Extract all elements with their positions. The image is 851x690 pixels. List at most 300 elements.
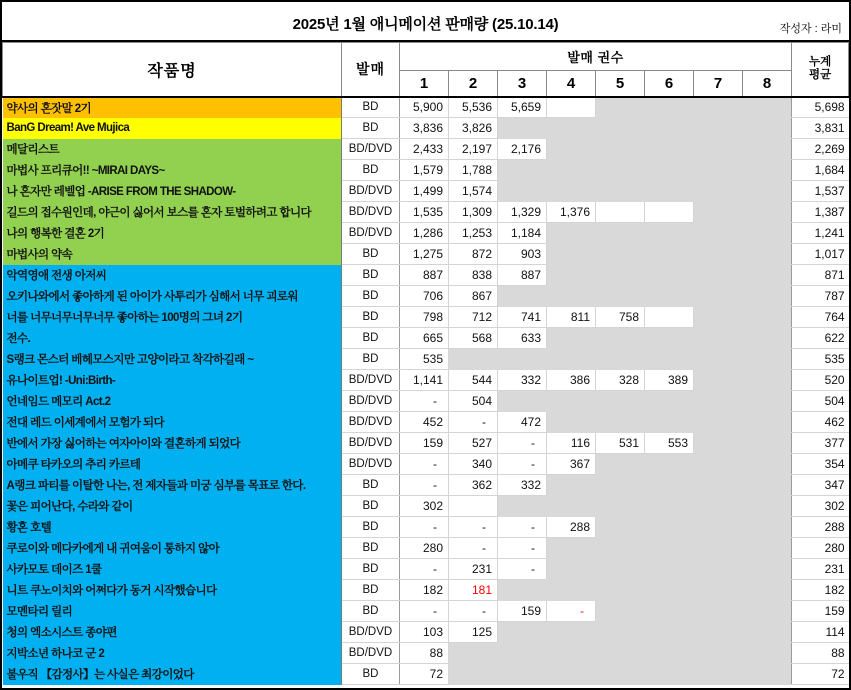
cell-volume-1[interactable]: 798	[400, 307, 449, 328]
cell-volume-5[interactable]	[596, 496, 645, 517]
cell-volume-1[interactable]: 887	[400, 265, 449, 286]
cell-cumulative-average[interactable]: 354	[792, 454, 849, 475]
cell-release-format[interactable]: BD	[342, 580, 400, 601]
cell-volume-2[interactable]	[449, 496, 498, 517]
cell-volume-3[interactable]	[498, 286, 547, 307]
cell-volume-2[interactable]: 712	[449, 307, 498, 328]
cell-volume-2[interactable]: 3,826	[449, 118, 498, 139]
cell-volume-8[interactable]	[743, 97, 792, 118]
cell-volume-6[interactable]	[645, 139, 694, 160]
cell-volume-1[interactable]: -	[400, 601, 449, 622]
cell-title[interactable]: 나 혼자만 레벨업 -ARISE FROM THE SHADOW-	[3, 181, 342, 202]
cell-cumulative-average[interactable]: 1,241	[792, 223, 849, 244]
cell-volume-1[interactable]: 1,275	[400, 244, 449, 265]
cell-volume-4[interactable]	[547, 538, 596, 559]
cell-volume-7[interactable]	[694, 538, 743, 559]
cell-volume-4[interactable]	[547, 223, 596, 244]
cell-title[interactable]: 메달리스트	[3, 139, 342, 160]
cell-cumulative-average[interactable]: 622	[792, 328, 849, 349]
cell-volume-8[interactable]	[743, 181, 792, 202]
cell-volume-4[interactable]	[547, 622, 596, 643]
cell-volume-6[interactable]	[645, 160, 694, 181]
cell-volume-4[interactable]	[547, 643, 596, 664]
cell-release-format[interactable]: BD	[342, 475, 400, 496]
volume-header-6[interactable]: 6	[645, 71, 694, 97]
cell-volume-7[interactable]	[694, 223, 743, 244]
column-header-volumes[interactable]: 발매 권수	[400, 43, 792, 71]
cell-volume-2[interactable]: -	[449, 412, 498, 433]
cell-volume-7[interactable]	[694, 454, 743, 475]
cell-title[interactable]: 마법사의 약속	[3, 244, 342, 265]
cell-volume-6[interactable]	[645, 538, 694, 559]
cell-volume-6[interactable]	[645, 202, 694, 223]
volume-header-2[interactable]: 2	[449, 71, 498, 97]
cell-title[interactable]: 쿠로이와 메다카에게 내 귀여움이 통하지 않아	[3, 538, 342, 559]
cell-volume-4[interactable]	[547, 118, 596, 139]
cell-volume-3[interactable]	[498, 643, 547, 664]
cell-volume-5[interactable]	[596, 139, 645, 160]
cell-volume-3[interactable]: 332	[498, 475, 547, 496]
cell-volume-7[interactable]	[694, 160, 743, 181]
cell-volume-7[interactable]	[694, 118, 743, 139]
cell-title[interactable]: 너를 너무너무너무너무 좋아하는 100명의 그녀 2기	[3, 307, 342, 328]
cell-volume-2[interactable]: 1,309	[449, 202, 498, 223]
volume-header-8[interactable]: 8	[743, 71, 792, 97]
cell-volume-7[interactable]	[694, 664, 743, 685]
cell-volume-3[interactable]: 5,659	[498, 97, 547, 118]
cell-volume-3[interactable]: -	[498, 517, 547, 538]
cell-volume-6[interactable]	[645, 307, 694, 328]
cell-cumulative-average[interactable]: 182	[792, 580, 849, 601]
cell-volume-1[interactable]: 1,535	[400, 202, 449, 223]
cell-volume-2[interactable]: 867	[449, 286, 498, 307]
cell-volume-1[interactable]: 665	[400, 328, 449, 349]
cell-volume-4[interactable]	[547, 265, 596, 286]
cell-volume-5[interactable]	[596, 97, 645, 118]
cell-volume-1[interactable]: 535	[400, 349, 449, 370]
cell-release-format[interactable]: BD/DVD	[342, 433, 400, 454]
cell-release-format[interactable]: BD	[342, 118, 400, 139]
cell-volume-6[interactable]	[645, 328, 694, 349]
author-label[interactable]: 작성자 : 라미	[779, 23, 842, 35]
cell-volume-6[interactable]	[645, 496, 694, 517]
cell-volume-7[interactable]	[694, 139, 743, 160]
cell-volume-5[interactable]: 328	[596, 370, 645, 391]
cell-volume-3[interactable]: 887	[498, 265, 547, 286]
cell-volume-6[interactable]	[645, 97, 694, 118]
cell-volume-2[interactable]: 544	[449, 370, 498, 391]
cell-cumulative-average[interactable]: 787	[792, 286, 849, 307]
cell-title[interactable]: 언네임드 메모리 Act.2	[3, 391, 342, 412]
cell-volume-7[interactable]	[694, 181, 743, 202]
cell-volume-2[interactable]: 504	[449, 391, 498, 412]
cell-volume-3[interactable]	[498, 391, 547, 412]
cell-volume-6[interactable]	[645, 559, 694, 580]
cell-volume-4[interactable]	[547, 496, 596, 517]
column-header-release[interactable]: 발매	[342, 43, 400, 97]
cell-volume-2[interactable]: 838	[449, 265, 498, 286]
cell-release-format[interactable]: BD	[342, 265, 400, 286]
cell-volume-3[interactable]: 633	[498, 328, 547, 349]
cell-volume-4[interactable]	[547, 412, 596, 433]
cell-volume-1[interactable]: 280	[400, 538, 449, 559]
cell-volume-7[interactable]	[694, 517, 743, 538]
cell-release-format[interactable]: BD/DVD	[342, 223, 400, 244]
cell-volume-1[interactable]: 159	[400, 433, 449, 454]
cell-volume-2[interactable]: -	[449, 517, 498, 538]
cell-volume-2[interactable]: 1,574	[449, 181, 498, 202]
cell-volume-5[interactable]	[596, 643, 645, 664]
cell-volume-3[interactable]: 741	[498, 307, 547, 328]
cell-volume-1[interactable]: 1,286	[400, 223, 449, 244]
cell-volume-3[interactable]: -	[498, 538, 547, 559]
cell-volume-3[interactable]: -	[498, 454, 547, 475]
cell-volume-1[interactable]: 706	[400, 286, 449, 307]
cell-volume-1[interactable]: 3,836	[400, 118, 449, 139]
cell-release-format[interactable]: BD/DVD	[342, 412, 400, 433]
cell-title[interactable]: 악역영애 전생 아저씨	[3, 265, 342, 286]
cell-cumulative-average[interactable]: 231	[792, 559, 849, 580]
cell-cumulative-average[interactable]: 462	[792, 412, 849, 433]
cell-volume-8[interactable]	[743, 202, 792, 223]
cell-volume-3[interactable]	[498, 118, 547, 139]
cell-cumulative-average[interactable]: 871	[792, 265, 849, 286]
cell-volume-2[interactable]: 872	[449, 244, 498, 265]
cell-volume-7[interactable]	[694, 265, 743, 286]
cell-volume-7[interactable]	[694, 244, 743, 265]
cell-release-format[interactable]: BD	[342, 664, 400, 685]
cell-volume-6[interactable]: 553	[645, 433, 694, 454]
cell-volume-8[interactable]	[743, 286, 792, 307]
cell-volume-5[interactable]: 758	[596, 307, 645, 328]
cell-volume-8[interactable]	[743, 580, 792, 601]
cell-volume-1[interactable]: -	[400, 454, 449, 475]
cell-volume-4[interactable]	[547, 328, 596, 349]
cell-volume-8[interactable]	[743, 643, 792, 664]
cell-volume-8[interactable]	[743, 160, 792, 181]
cell-volume-8[interactable]	[743, 517, 792, 538]
cell-volume-4[interactable]	[547, 181, 596, 202]
cell-volume-3[interactable]	[498, 181, 547, 202]
cell-cumulative-average[interactable]: 114	[792, 622, 849, 643]
cell-volume-5[interactable]	[596, 475, 645, 496]
cell-volume-2[interactable]: 125	[449, 622, 498, 643]
cell-release-format[interactable]: BD/DVD	[342, 202, 400, 223]
cell-title[interactable]: 약사의 혼잣말 2기	[3, 97, 342, 118]
cell-title[interactable]: 꽃은 피어난다, 수라와 같이	[3, 496, 342, 517]
volume-header-5[interactable]: 5	[596, 71, 645, 97]
cell-cumulative-average[interactable]: 88	[792, 643, 849, 664]
cell-title[interactable]: 청의 엑소시스트 종야편	[3, 622, 342, 643]
cell-title[interactable]: 반에서 가장 싫어하는 여자아이와 결혼하게 되었다	[3, 433, 342, 454]
cell-volume-7[interactable]	[694, 307, 743, 328]
cell-volume-6[interactable]	[645, 349, 694, 370]
cell-volume-5[interactable]	[596, 664, 645, 685]
cell-volume-5[interactable]	[596, 517, 645, 538]
cell-cumulative-average[interactable]: 3,831	[792, 118, 849, 139]
cell-volume-7[interactable]	[694, 622, 743, 643]
cell-volume-3[interactable]	[498, 580, 547, 601]
cell-volume-5[interactable]	[596, 244, 645, 265]
cell-volume-3[interactable]: 332	[498, 370, 547, 391]
cell-volume-5[interactable]	[596, 349, 645, 370]
cell-volume-4[interactable]	[547, 559, 596, 580]
cell-volume-5[interactable]	[596, 601, 645, 622]
cell-volume-4[interactable]	[547, 391, 596, 412]
cell-title[interactable]: 지박소년 하나코 군 2	[3, 643, 342, 664]
cell-volume-2[interactable]: 340	[449, 454, 498, 475]
cell-volume-6[interactable]	[645, 391, 694, 412]
cell-volume-5[interactable]	[596, 160, 645, 181]
cell-title[interactable]: 모멘타리 릴리	[3, 601, 342, 622]
cell-volume-8[interactable]	[743, 307, 792, 328]
cell-volume-6[interactable]	[645, 643, 694, 664]
cell-volume-5[interactable]	[596, 412, 645, 433]
cell-release-format[interactable]: BD	[342, 160, 400, 181]
cell-volume-7[interactable]	[694, 559, 743, 580]
cell-volume-3[interactable]	[498, 160, 547, 181]
cell-volume-3[interactable]: 1,329	[498, 202, 547, 223]
cell-volume-4[interactable]	[547, 664, 596, 685]
cell-volume-3[interactable]	[498, 496, 547, 517]
cell-volume-2[interactable]: 527	[449, 433, 498, 454]
cell-volume-6[interactable]	[645, 181, 694, 202]
cell-cumulative-average[interactable]: 288	[792, 517, 849, 538]
cell-volume-1[interactable]: 1,579	[400, 160, 449, 181]
cell-volume-5[interactable]	[596, 391, 645, 412]
cell-volume-4[interactable]	[547, 97, 596, 118]
cell-volume-7[interactable]	[694, 496, 743, 517]
cell-volume-8[interactable]	[743, 349, 792, 370]
volume-header-1[interactable]: 1	[400, 71, 449, 97]
cell-title[interactable]: 황혼 호텔	[3, 517, 342, 538]
cell-volume-1[interactable]: 88	[400, 643, 449, 664]
cell-volume-6[interactable]	[645, 118, 694, 139]
cell-volume-3[interactable]: -	[498, 559, 547, 580]
cell-title[interactable]: 오키나와에서 좋아하게 된 아이가 사투리가 심해서 너무 괴로워	[3, 286, 342, 307]
cell-title[interactable]: 전대 레드 이세계에서 모험가 되다	[3, 412, 342, 433]
cell-volume-3[interactable]: 903	[498, 244, 547, 265]
cell-volume-2[interactable]: 181	[449, 580, 498, 601]
cell-volume-8[interactable]	[743, 601, 792, 622]
cell-volume-4[interactable]	[547, 160, 596, 181]
cell-volume-8[interactable]	[743, 223, 792, 244]
cell-volume-8[interactable]	[743, 328, 792, 349]
cell-volume-6[interactable]	[645, 517, 694, 538]
cell-release-format[interactable]: BD	[342, 286, 400, 307]
cell-volume-7[interactable]	[694, 601, 743, 622]
cell-volume-7[interactable]	[694, 391, 743, 412]
cell-release-format[interactable]: BD/DVD	[342, 622, 400, 643]
cell-volume-3[interactable]: 2,176	[498, 139, 547, 160]
cell-volume-6[interactable]	[645, 622, 694, 643]
cell-cumulative-average[interactable]: 535	[792, 349, 849, 370]
cell-volume-7[interactable]	[694, 412, 743, 433]
cell-volume-1[interactable]: -	[400, 391, 449, 412]
cell-title[interactable]: 사카모토 데이즈 1쿨	[3, 559, 342, 580]
cell-cumulative-average[interactable]: 280	[792, 538, 849, 559]
cell-cumulative-average[interactable]: 1,537	[792, 181, 849, 202]
cell-volume-6[interactable]: 389	[645, 370, 694, 391]
cell-volume-6[interactable]	[645, 475, 694, 496]
cell-volume-5[interactable]	[596, 202, 645, 223]
cell-title[interactable]: BanG Dream! Ave Mujica	[3, 118, 342, 139]
cell-title[interactable]: 길드의 접수원인데, 야근이 싫어서 보스를 혼자 토벌하려고 합니다	[3, 202, 342, 223]
cell-volume-1[interactable]: 1,141	[400, 370, 449, 391]
cell-volume-2[interactable]: -	[449, 538, 498, 559]
cell-volume-8[interactable]	[743, 244, 792, 265]
cell-release-format[interactable]: BD	[342, 496, 400, 517]
cell-volume-4[interactable]: 386	[547, 370, 596, 391]
cell-volume-2[interactable]: 5,536	[449, 97, 498, 118]
cell-volume-1[interactable]: 1,499	[400, 181, 449, 202]
cell-title[interactable]: 아메쿠 타카오의 추리 카르테	[3, 454, 342, 475]
cell-volume-6[interactable]	[645, 664, 694, 685]
cell-volume-7[interactable]	[694, 349, 743, 370]
cell-volume-6[interactable]	[645, 244, 694, 265]
cell-volume-7[interactable]	[694, 370, 743, 391]
cell-volume-5[interactable]	[596, 328, 645, 349]
cell-volume-4[interactable]: 1,376	[547, 202, 596, 223]
cell-volume-3[interactable]: 1,184	[498, 223, 547, 244]
cell-cumulative-average[interactable]: 5,698	[792, 97, 849, 118]
cell-volume-2[interactable]: -	[449, 601, 498, 622]
cell-volume-7[interactable]	[694, 433, 743, 454]
cell-release-format[interactable]: BD/DVD	[342, 181, 400, 202]
cell-volume-4[interactable]	[547, 475, 596, 496]
cell-release-format[interactable]: BD	[342, 559, 400, 580]
cell-cumulative-average[interactable]: 1,387	[792, 202, 849, 223]
cell-title[interactable]: A랭크 파티를 이탈한 나는, 전 제자들과 미궁 심부를 목표로 한다.	[3, 475, 342, 496]
cell-volume-8[interactable]	[743, 622, 792, 643]
cell-volume-1[interactable]: 5,900	[400, 97, 449, 118]
cell-volume-4[interactable]: 288	[547, 517, 596, 538]
cell-volume-5[interactable]	[596, 286, 645, 307]
volume-header-4[interactable]: 4	[547, 71, 596, 97]
cell-volume-1[interactable]: 103	[400, 622, 449, 643]
cell-cumulative-average[interactable]: 1,017	[792, 244, 849, 265]
cell-volume-3[interactable]	[498, 664, 547, 685]
cell-volume-5[interactable]	[596, 223, 645, 244]
cell-volume-4[interactable]	[547, 244, 596, 265]
column-header-title[interactable]: 작품명	[3, 43, 342, 97]
cell-volume-2[interactable]: 231	[449, 559, 498, 580]
cell-cumulative-average[interactable]: 2,269	[792, 139, 849, 160]
cell-release-format[interactable]: BD/DVD	[342, 139, 400, 160]
cell-release-format[interactable]: BD	[342, 307, 400, 328]
cell-volume-3[interactable]	[498, 622, 547, 643]
cell-title[interactable]: 전수.	[3, 328, 342, 349]
cell-cumulative-average[interactable]: 520	[792, 370, 849, 391]
cell-volume-4[interactable]	[547, 286, 596, 307]
cell-cumulative-average[interactable]: 1,684	[792, 160, 849, 181]
cell-volume-7[interactable]	[694, 643, 743, 664]
cell-volume-8[interactable]	[743, 559, 792, 580]
cell-cumulative-average[interactable]: 72	[792, 664, 849, 685]
cell-volume-5[interactable]	[596, 118, 645, 139]
cell-volume-3[interactable]: 159	[498, 601, 547, 622]
cell-volume-5[interactable]	[596, 538, 645, 559]
cell-volume-5[interactable]	[596, 454, 645, 475]
cell-release-format[interactable]: BD	[342, 601, 400, 622]
cell-release-format[interactable]: BD	[342, 349, 400, 370]
cell-release-format[interactable]: BD	[342, 328, 400, 349]
cell-volume-5[interactable]: 531	[596, 433, 645, 454]
cell-volume-3[interactable]	[498, 349, 547, 370]
cell-volume-1[interactable]: 182	[400, 580, 449, 601]
cell-volume-1[interactable]: 452	[400, 412, 449, 433]
cell-volume-5[interactable]	[596, 181, 645, 202]
cell-volume-6[interactable]	[645, 580, 694, 601]
cell-volume-7[interactable]	[694, 475, 743, 496]
volume-header-7[interactable]: 7	[694, 71, 743, 97]
cell-volume-4[interactable]: -	[547, 601, 596, 622]
cell-cumulative-average[interactable]: 377	[792, 433, 849, 454]
cell-volume-8[interactable]	[743, 538, 792, 559]
cell-volume-5[interactable]	[596, 559, 645, 580]
cell-volume-1[interactable]: 2,433	[400, 139, 449, 160]
cell-cumulative-average[interactable]: 347	[792, 475, 849, 496]
cell-title[interactable]: 불우직 【감정사】는 사실은 최강이었다	[3, 664, 342, 685]
cell-cumulative-average[interactable]: 764	[792, 307, 849, 328]
cell-volume-8[interactable]	[743, 412, 792, 433]
cell-volume-8[interactable]	[743, 433, 792, 454]
cell-volume-2[interactable]: 1,253	[449, 223, 498, 244]
cell-volume-2[interactable]	[449, 643, 498, 664]
cell-volume-1[interactable]: -	[400, 517, 449, 538]
cell-volume-3[interactable]: -	[498, 433, 547, 454]
cell-release-format[interactable]: BD/DVD	[342, 391, 400, 412]
cell-volume-1[interactable]: 72	[400, 664, 449, 685]
cell-volume-1[interactable]: -	[400, 475, 449, 496]
page-title[interactable]: 2025년 1월 애니메이션 판매량 (25.10.14)	[292, 16, 559, 33]
cell-volume-6[interactable]	[645, 454, 694, 475]
cell-title[interactable]: 유나이트업! -Uni:Birth-	[3, 370, 342, 391]
cell-volume-4[interactable]: 811	[547, 307, 596, 328]
cell-release-format[interactable]: BD/DVD	[342, 370, 400, 391]
cell-volume-6[interactable]	[645, 412, 694, 433]
cell-volume-2[interactable]	[449, 349, 498, 370]
cell-volume-8[interactable]	[743, 265, 792, 286]
cell-volume-6[interactable]	[645, 265, 694, 286]
cell-volume-8[interactable]	[743, 118, 792, 139]
cell-volume-2[interactable]: 568	[449, 328, 498, 349]
cell-volume-5[interactable]	[596, 265, 645, 286]
cell-volume-8[interactable]	[743, 664, 792, 685]
cell-title[interactable]: 니트 쿠노이치와 어쩌다가 동거 시작했습니다	[3, 580, 342, 601]
cell-volume-4[interactable]: 367	[547, 454, 596, 475]
cell-volume-8[interactable]	[743, 370, 792, 391]
cell-volume-7[interactable]	[694, 328, 743, 349]
cell-volume-1[interactable]: -	[400, 559, 449, 580]
cell-release-format[interactable]: BD	[342, 244, 400, 265]
column-header-average[interactable]	[792, 43, 849, 97]
cell-release-format[interactable]: BD/DVD	[342, 643, 400, 664]
cell-volume-8[interactable]	[743, 391, 792, 412]
cell-volume-6[interactable]	[645, 286, 694, 307]
volume-header-3[interactable]: 3	[498, 71, 547, 97]
cell-cumulative-average[interactable]: 504	[792, 391, 849, 412]
cell-volume-2[interactable]: 1,788	[449, 160, 498, 181]
cell-volume-2[interactable]: 362	[449, 475, 498, 496]
cell-volume-1[interactable]: 302	[400, 496, 449, 517]
cell-release-format[interactable]: BD	[342, 97, 400, 118]
cell-volume-3[interactable]: 472	[498, 412, 547, 433]
cell-volume-4[interactable]	[547, 139, 596, 160]
cell-volume-7[interactable]	[694, 286, 743, 307]
cell-release-format[interactable]: BD	[342, 538, 400, 559]
cell-volume-4[interactable]	[547, 580, 596, 601]
